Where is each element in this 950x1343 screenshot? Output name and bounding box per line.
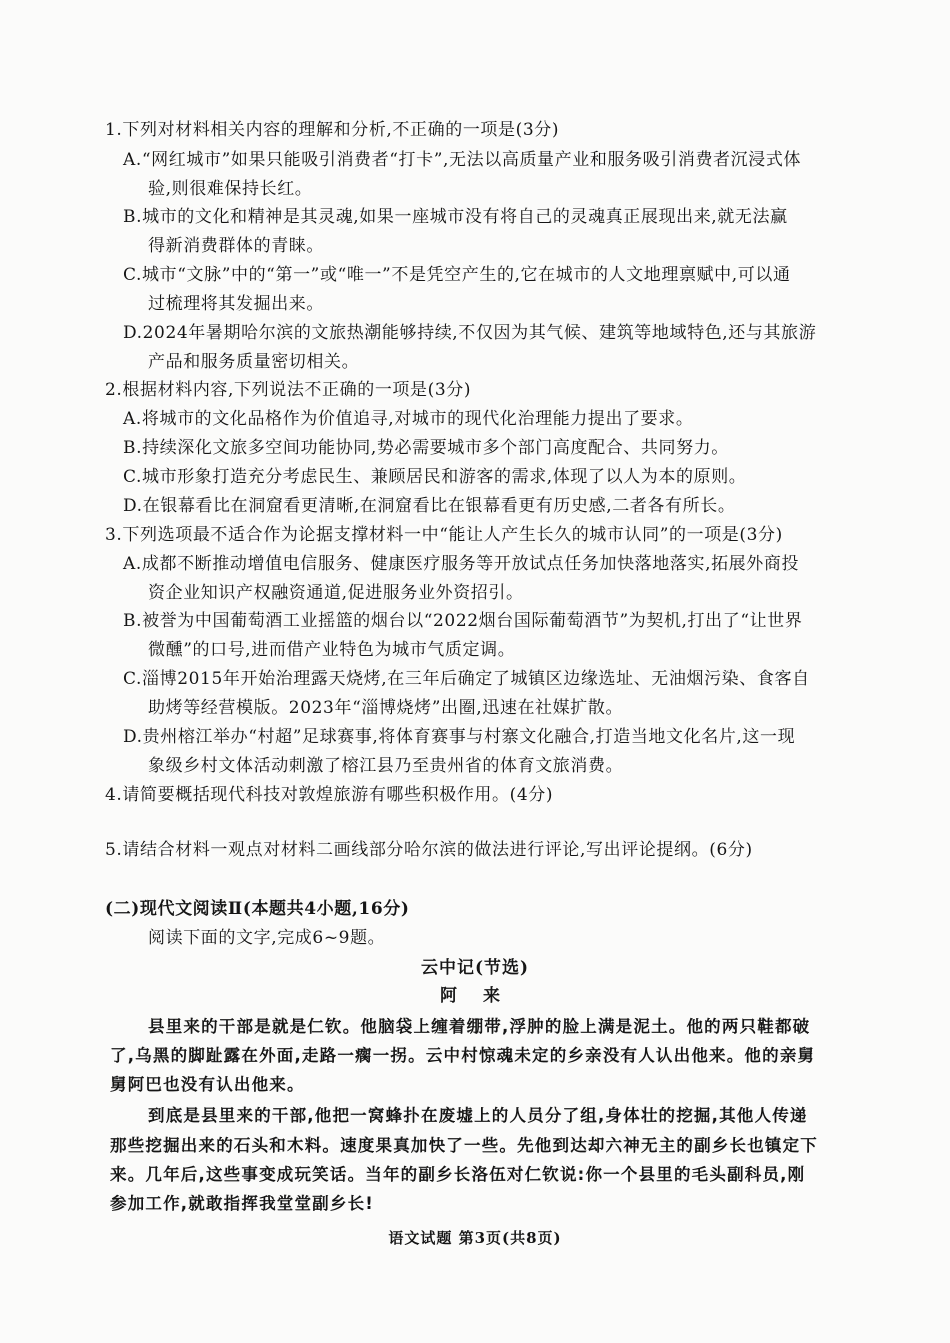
question-3-option-c: C.淄博2015年开始治理露天烧烤,在三年后确定了城镇区边缘选址、无油烟污染、食客自	[123, 669, 810, 689]
question-1-option-c-cont: 过梳理将其发掘出来。	[148, 294, 324, 314]
section-instruction: 阅读下面的文字,完成6~9题。	[148, 928, 386, 948]
story-title: 云中记(节选)	[420, 958, 530, 978]
question-1-stem: 1.下列对材料相关内容的理解和分析,不正确的一项是(3分)	[105, 120, 560, 140]
passage-p2-line2: 那些挖掘出来的石头和木料。速度果真加快了一些。先他到达却六神无主的副乡长也镇定下	[110, 1136, 818, 1155]
question-1-option-a-cont: 验,则很难保持长红。	[148, 179, 313, 199]
question-3-option-d: D.贵州榕江举办“村超”足球赛事,将体育赛事与村寨文化融合,打造当地文化名片,这一现	[123, 727, 796, 747]
question-3-option-a: A.成都不断推动增值电信服务、健康医疗服务等开放试点任务加快落地落实,拓展外商投	[123, 554, 800, 574]
question-3-option-a-cont: 资企业知识产权融资通道,促进服务业外资招引。	[148, 583, 524, 603]
question-3-stem: 3.下列选项最不适合作为论据支撑材料一中“能让人产生长久的城市认同”的一项是(3分)	[105, 525, 783, 545]
question-1-option-b-cont: 得新消费群体的青睐。	[148, 236, 324, 256]
question-1-option-a: A.“网红城市”如果只能吸引消费者“打卡”,无法以高质量产业和服务吸引消费者沉浸式体	[123, 150, 802, 170]
passage-p2-line3: 来。几年后,这些事变成玩笑话。当年的副乡长洛伍对仁钦说:你一个县里的毛头副科员,刚	[110, 1165, 806, 1184]
question-2-option-d: D.在银幕看比在洞窟看更清晰,在洞窟看比在银幕看更有历史感,二者各有所长。	[123, 496, 736, 516]
question-2-option-c: C.城市形象打造充分考虑民生、兼顾居民和游客的需求,体现了以人为本的原则。	[123, 467, 747, 487]
passage-p1-line2: 了,乌黑的脚趾露在外面,走路一瘸一拐。云中村惊魂未定的乡亲没有人认出他来。他的亲舅	[110, 1046, 816, 1065]
passage-p2-line1: 到底是县里来的干部,他把一窝蜂扑在废墟上的人员分了组,身体壮的挖掘,其他人传递	[148, 1106, 808, 1125]
question-1-option-d: D.2024年暑期哈尔滨的文旅热潮能够持续,不仅因为其气候、建筑等地域特色,还与其旅游	[123, 323, 817, 343]
question-5-stem: 5.请结合材料一观点对材料二画线部分哈尔滨的做法进行评论,写出评论提纲。(6分)	[105, 840, 753, 860]
question-3-option-b-cont: 微醺”的口号,进而借产业特色为城市气质定调。	[148, 640, 516, 660]
passage-p1-line3: 舅阿巴也没有认出他来。	[110, 1075, 305, 1094]
question-3-option-d-cont: 象级乡村文体活动刺激了榕江县乃至贵州省的体育文旅消费。	[148, 756, 624, 776]
page-footer: 语文试题 第3页(共8页)	[388, 1229, 562, 1247]
passage-p1-line1: 县里来的干部是就是仁钦。他脑袋上缠着绷带,浮肿的脸上满是泥土。他的两只鞋都破	[148, 1017, 811, 1036]
question-4-stem: 4.请简要概括现代科技对敦煌旅游有哪些积极作用。(4分)	[105, 785, 554, 805]
passage-p2-line4: 参加工作,就敢指挥我堂堂副乡长!	[110, 1194, 374, 1213]
section-heading: (二)现代文阅读Ⅱ(本题共4小题,16分)	[105, 899, 410, 919]
question-2-stem: 2.根据材料内容,下列说法不正确的一项是(3分)	[105, 380, 472, 400]
story-author: 阿 来	[440, 986, 510, 1006]
question-2-option-b: B.持续深化文旅多空间功能协同,势必需要城市多个部门高度配合、共同努力。	[123, 438, 729, 458]
question-3-option-c-cont: 助烤等经营模版。2023年“淄博烧烤”出圈,迅速在社媒扩散。	[148, 698, 624, 718]
question-3-option-b: B.被誉为中国葡萄酒工业摇篮的烟台以“2022烟台国际葡萄酒节”为契机,打出了“让世界	[123, 611, 803, 631]
question-1-option-b: B.城市的文化和精神是其灵魂,如果一座城市没有将自己的灵魂真正展现出来,就无法赢	[123, 207, 788, 227]
question-1-option-d-cont: 产品和服务质量密切相关。	[148, 352, 360, 372]
question-2-option-a: A.将城市的文化品格作为价值追寻,对城市的现代化治理能力提出了要求。	[123, 409, 694, 429]
question-1-option-c: C.城市“文脉”中的“第一”或“唯一”不是凭空产生的,它在城市的人文地理禀赋中,可以通	[123, 265, 791, 285]
